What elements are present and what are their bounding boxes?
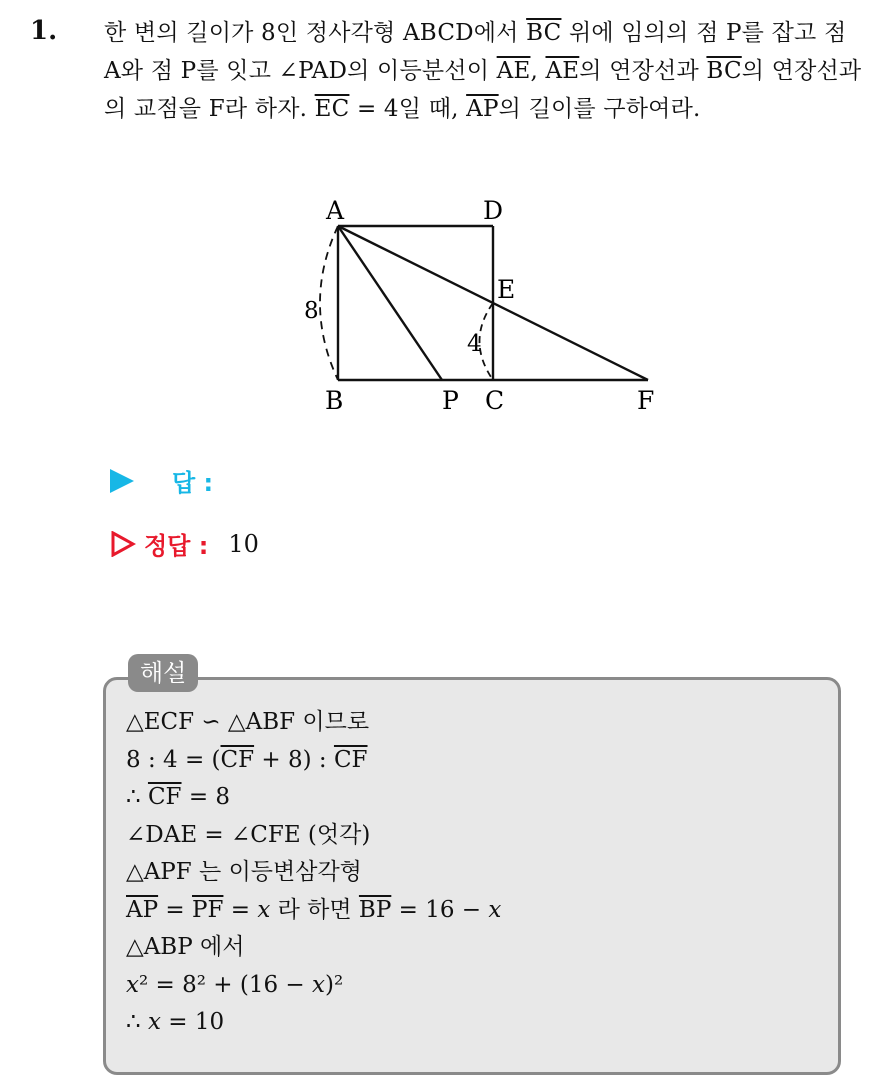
solution-line bbox=[126, 704, 501, 742]
label-a: A bbox=[326, 196, 345, 225]
solution-text-segment: ² = 8² + (16 − bbox=[138, 971, 312, 998]
solution-lines bbox=[126, 704, 501, 1042]
solution-line bbox=[126, 817, 501, 855]
italic-variable: x bbox=[257, 896, 271, 923]
overline-segment: $\overline{CF}$ bbox=[220, 746, 255, 773]
overline-segment: $\overline{AE}$ bbox=[545, 58, 580, 84]
solution-text-segment: △APF 는 이등변삼각형 bbox=[126, 859, 362, 885]
solution-line bbox=[126, 967, 501, 1005]
problem-text-segment: 위에 임의의 점 P를 잡고 점 A와 점 P를 잇고 ∠PAD의 이등분선이 bbox=[104, 20, 847, 84]
problem-text-segment: 의 길이를 구하여라. bbox=[498, 96, 701, 122]
solution-line bbox=[126, 854, 501, 892]
overline-segment: $\overline{AE}$ bbox=[496, 58, 531, 84]
label-e: E bbox=[497, 275, 516, 304]
italic-variable: x bbox=[311, 971, 325, 998]
correct-answer-value: 10 bbox=[228, 529, 259, 558]
solution-text-segment: )² bbox=[324, 971, 344, 998]
solution-text-segment: △ECF ∽ △ABF 이므로 bbox=[126, 709, 370, 735]
problem-text-segment: , bbox=[530, 58, 546, 84]
overline-segment: $\overline{BP}$ bbox=[358, 896, 392, 923]
solution-text-segment: 라 하면 bbox=[270, 896, 359, 923]
solution-line bbox=[126, 929, 501, 967]
problem-text-segment: 의 연장선과의 교점을 F라 하자. bbox=[104, 58, 862, 122]
solution-line bbox=[126, 742, 501, 780]
problem-statement bbox=[104, 14, 864, 128]
overline-segment: $\overline{BC}$ bbox=[526, 20, 562, 46]
label-d: D bbox=[483, 196, 504, 225]
solution-text-segment: ∴ bbox=[126, 1009, 148, 1035]
solution-text-segment: △ABP 에서 bbox=[126, 934, 245, 960]
solution-line bbox=[126, 779, 501, 817]
solution-text-segment: + 8) : bbox=[254, 746, 334, 773]
label-p: P bbox=[442, 386, 459, 415]
problem-text-segment: = 4일 때, bbox=[349, 96, 467, 122]
solution-text-segment: ∴ bbox=[126, 784, 148, 810]
solution-text-segment: = 8 bbox=[181, 784, 231, 810]
correct-answer-row bbox=[110, 526, 259, 561]
answer-row bbox=[110, 463, 213, 498]
label-f: F bbox=[637, 386, 655, 415]
problem-text-segment: 한 변의 길이가 8인 정사각형 ABCD에서 bbox=[104, 20, 527, 46]
overline-segment: $\overline{EC}$ bbox=[314, 96, 350, 122]
overline-segment: $\overline{AP}$ bbox=[466, 96, 499, 122]
outline-triangle-icon bbox=[110, 531, 136, 557]
label-side-length: 8 bbox=[304, 298, 319, 324]
problem-number: 1. bbox=[30, 16, 58, 46]
solution-text-segment: = 10 bbox=[160, 1009, 225, 1035]
play-triangle-icon bbox=[110, 469, 134, 493]
overline-segment: $\overline{CF}$ bbox=[147, 784, 182, 810]
overline-segment: $\overline{PF}$ bbox=[192, 896, 224, 923]
italic-variable: x bbox=[147, 1009, 161, 1035]
label-b: B bbox=[325, 386, 344, 415]
solution-text-segment: ∠DAE = ∠CFE (엇각) bbox=[126, 821, 371, 848]
overline-segment: $\overline{BC}$ bbox=[706, 58, 742, 84]
geometry-figure bbox=[290, 190, 680, 420]
arc-ab-dimension bbox=[320, 226, 338, 380]
correct-answer-label: 정답 : bbox=[144, 532, 209, 560]
italic-variable: x bbox=[488, 896, 502, 923]
solution-tag: 해설 bbox=[128, 654, 198, 692]
solution-line bbox=[126, 892, 501, 930]
label-c: C bbox=[485, 386, 505, 415]
solution-line bbox=[126, 1004, 501, 1042]
answer-label: 답 : bbox=[172, 469, 214, 497]
solution-text-segment: = 16 − bbox=[391, 896, 489, 923]
solution-text-segment: 8 : 4 = ( bbox=[126, 746, 221, 773]
label-ec-length: 4 bbox=[467, 331, 482, 357]
problem-text-segment: 의 연장선과 bbox=[579, 58, 707, 84]
segment-ap bbox=[338, 226, 442, 380]
overline-segment: $\overline{CF}$ bbox=[333, 746, 368, 773]
italic-variable: x bbox=[126, 971, 139, 998]
overline-segment: $\overline{AP}$ bbox=[126, 896, 159, 923]
solution-text-segment: = bbox=[158, 896, 192, 923]
solution-text-segment: = bbox=[223, 896, 258, 923]
